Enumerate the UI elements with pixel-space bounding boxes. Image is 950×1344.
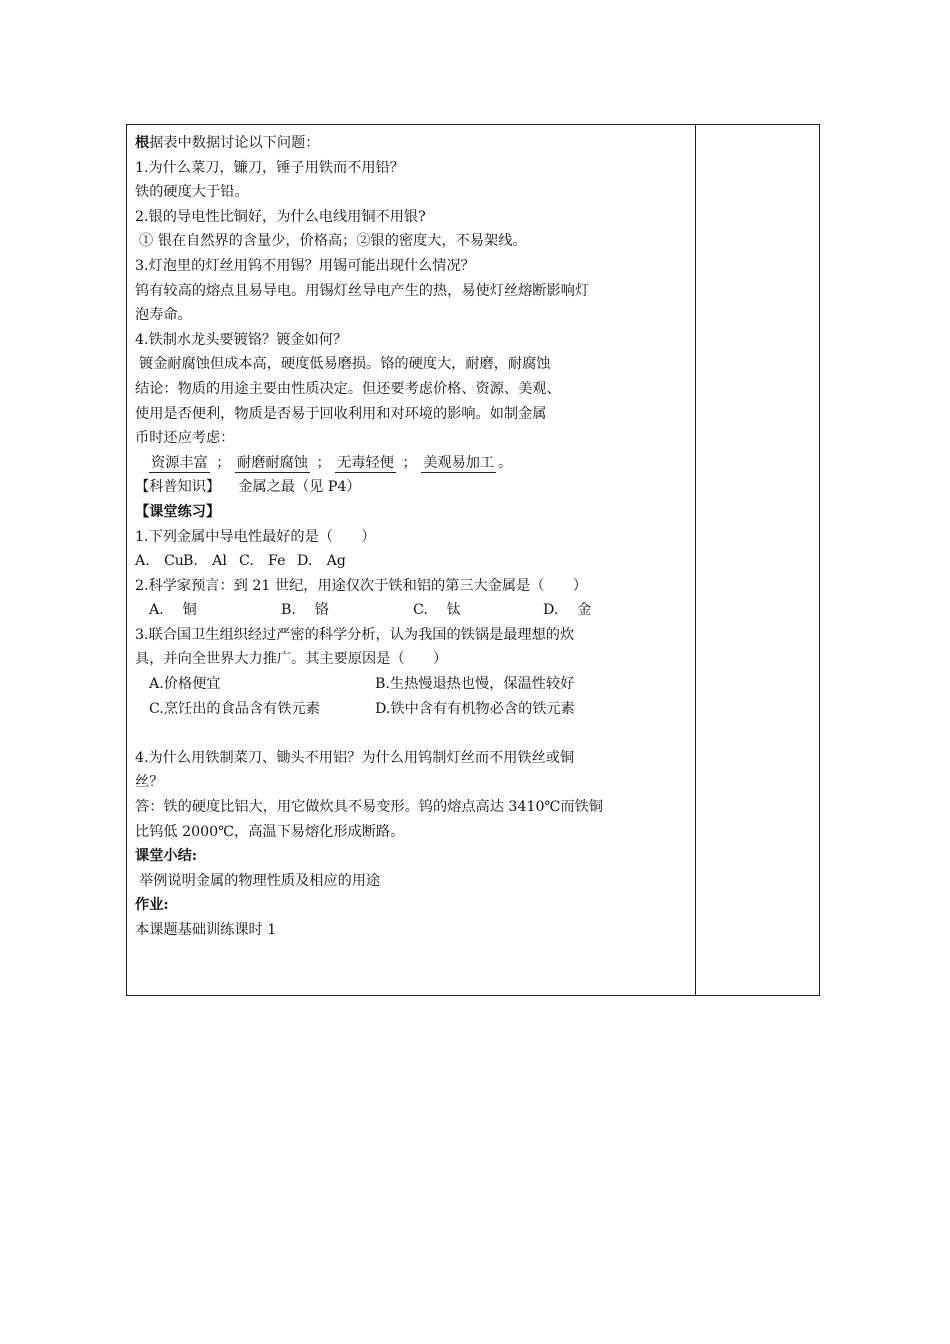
lesson-table <box>126 124 820 996</box>
exercise-3-line-2: 具，并向全世界大力推广。其主要原因是（ ） <box>135 651 448 668</box>
column-divider <box>695 125 696 995</box>
exercise-3-line-1: 3.联合国卫生组织经过严密的科学分析，认为我国的铁锅是最理想的炊 <box>135 626 575 643</box>
exercise-3-options-cd: C.烹饪出的食品含有铁元素 D.铁中含有有机物必含的铁元素 <box>149 700 575 717</box>
answer-2: ① 银在自然界的含量少，价格高；②银的密度大，不易架线。 <box>139 233 527 250</box>
exercise-4-line-1: 4.为什么用铁制菜刀、锄头不用铝？为什么用钨制灯丝而不用铁丝或铜 <box>135 749 575 766</box>
exercise-2: 2.科学家预言：到 21 世纪，用途仅次于铁和铝的第三大金属是（ ） <box>135 577 588 594</box>
main-cell <box>135 131 691 943</box>
fill-blank-3: 无毒轻便 <box>337 454 394 471</box>
intro-line: 根据表中数据讨论以下问题： <box>135 135 320 151</box>
fill-blank-line: 资源丰富 ； 耐磨耐腐蚀 ； 无毒轻便 ； 美观易加工 。 <box>151 454 513 471</box>
homework-text: 本课题基础训练课时 1 <box>135 922 277 938</box>
conclusion-line-2: 使用是否便利，物质是否易于回收利用和对环境的影响。如制金属 <box>135 405 547 422</box>
conclusion-line-3: 币时还应考虑： <box>135 430 235 447</box>
exercise-1: 1.下列金属中导电性最好的是（ ） <box>135 528 376 545</box>
question-3: 3.灯泡里的灯丝用钨不用锡？用锡可能出现什么情况？ <box>135 257 475 274</box>
question-2: 2.银的导电性比铜好，为什么电线用铜不用银? <box>135 208 426 225</box>
answer-3-line-1: 钨有较高的熔点且易导电。用锡灯丝导电产生的热，易使灯丝熔断影响灯 <box>135 282 590 299</box>
exercise-3-options-ab: A.价格便宜 B.生热慢退热也慢，保温性较好 <box>149 676 575 693</box>
exercise-4-line-2: 丝？ <box>135 774 164 791</box>
question-1: 1.为什么菜刀，镰刀，锤子用铁而不用铅？ <box>135 159 404 176</box>
fill-blank-1: 资源丰富 <box>151 454 208 471</box>
answer-4-line-1: 答：铁的硬度比铝大，用它做炊具不易变形。钨的熔点高达 3410℃而铁铜 <box>135 799 603 816</box>
spacer <box>135 721 691 746</box>
summary-heading: 课堂小结: <box>135 848 197 865</box>
exercise-heading: 【课堂练习】 <box>135 503 221 520</box>
answer-4: 镀金耐腐蚀但成本高，硬度低易磨损。铬的硬度大，耐磨，耐腐蚀 <box>139 356 551 373</box>
question-4: 4.铁制水龙头要镀铬？镀金如何？ <box>135 331 348 348</box>
answer-3-line-2: 泡寿命。 <box>135 307 192 324</box>
answer-1: 铁的硬度大于铅。 <box>135 184 249 201</box>
conclusion-line-1: 结论：物质的用途主要由性质决定。但还要考虑价格、资源、美观、 <box>135 380 561 397</box>
homework-heading: 作业: <box>135 897 169 914</box>
science-knowledge: 【科普知识】 金属之最（见 P4） <box>135 479 361 496</box>
exercise-1-options: A. CuB. Al C. Fe D. Ag <box>135 553 346 570</box>
answer-4-line-2: 比钨低 2000℃，高温下易熔化形成断路。 <box>135 823 405 840</box>
summary-text: 举例说明金属的物理性质及相应的用途 <box>139 872 381 889</box>
fill-blank-4: 美观易加工 <box>423 454 495 471</box>
fill-blank-2: 耐磨耐腐蚀 <box>237 454 308 471</box>
exercise-2-options: A. 铜 B. 铬 C. 钛 D. 金 <box>149 602 592 619</box>
